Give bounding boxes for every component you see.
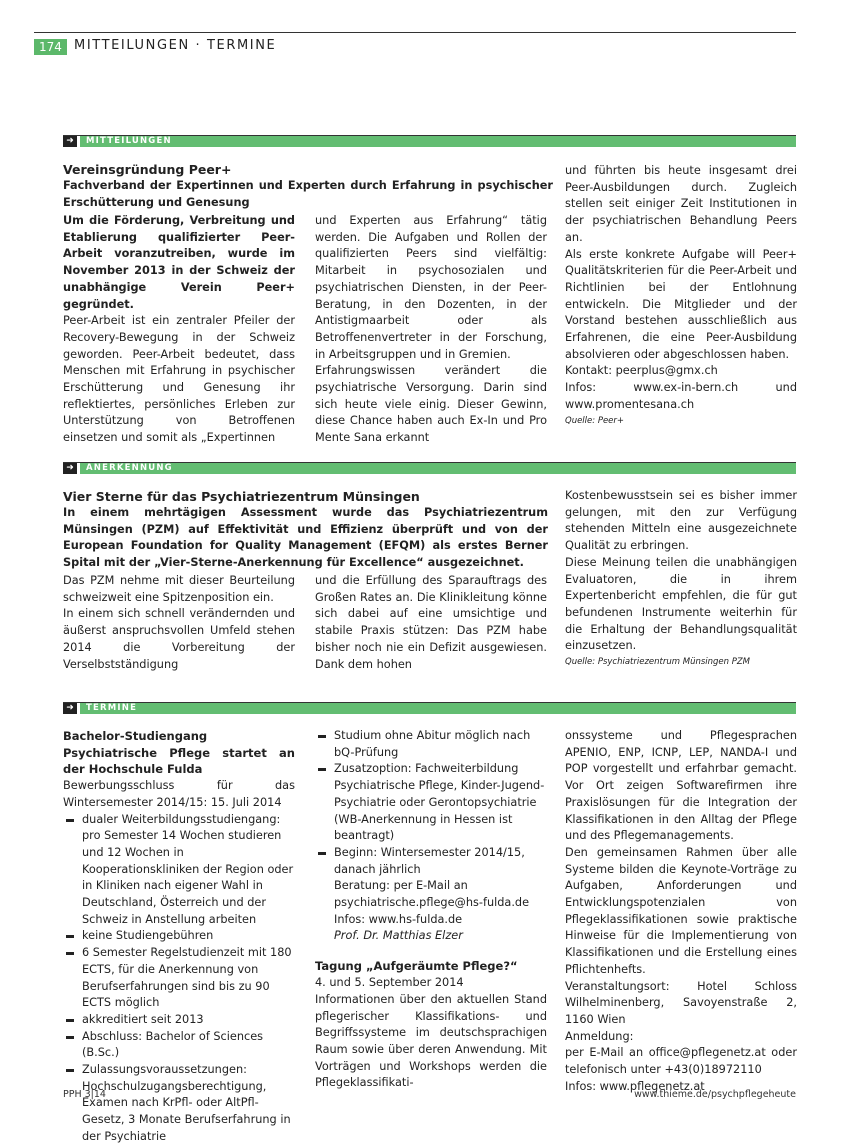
paragraph: Peer-Arbeit ist ein zentraler Pfeiler der Recovery-Bewegung in der Schweiz geworden. Peer-Arbeit bedeutet, dass Menschen mit Erfahrung in psychischer Erschütterung und Genesung ihr reflektiertes, persönliches Erleben zur Unterstützung von Betroffenen einsetzen und somit als „Expertinnen — [63, 314, 295, 445]
article-col-1 — [63, 573, 295, 673]
list-item: Zusatzoption: Fachweiterbildung Psychiatrische Pflege, Kinder-Jugend-Psychiatrie oder Gerontopsychiatrie (WB-Anerkennung in Hessen ist beantragt) — [315, 761, 547, 845]
source-note: Quelle: Peer+ — [565, 415, 625, 426]
article-col-3 — [565, 163, 797, 428]
paragraph: Als erste konkrete Aufgabe will Peer+ Qualitätskriterien für die Peer-Arbeit und Richtlinien bei der Entlohnung entwickeln. Die Mitglieder und der Vorstand bestehen ausschließlich aus Erfahrenen, die eine Peer-Ausbildung absolvieren oder abgeschlossen haben. — [565, 247, 797, 361]
event-col-2 — [315, 728, 547, 1092]
paragraph: Informationen über den aktuellen Stand pflegerischer Klassifikations- und Begriffssysteme im deutschsprachigen Raum sowie über deren Anwendung. Mit Vorträgen und Workshops werden die Pflegeklassifikati- — [315, 992, 547, 1090]
paragraph: und die Erfüllung des Sparauftrags des Großen Rates an. Die Klinikleitung könne sich dabei auf eine umsichtige und stabile Praxis stützen: Das PZM habe bisher noch nie ein Defizit ausgewiesen. Dank dem hohen — [315, 574, 547, 671]
registration-contact: per E-Mail an office@pflegenetz.at oder telefonisch unter +43(0)18972110 — [565, 1046, 797, 1077]
source-note: Quelle: Psychiatriezentrum Münsingen PZM — [565, 657, 751, 668]
paragraph: und führten bis heute insgesamt drei Peer-Ausbildungen durch. Zugleich stellen seit einiger Zeit Institutionen in der psychiatrischen Behandlung Peers an. — [565, 164, 797, 244]
paragraph: Den gemeinsamen Rahmen über alle Systeme bilden die Keynote-Vorträge zu Aufgaben, Anforderungen und Entwicklungspotenzialen von Pflegeklassifikationen sowie praktische Hinweise für die Implementierung von Klassifikationen und die Erstellung eines Pflichtenhefts. — [565, 845, 797, 976]
section-label: TERMINE — [80, 703, 796, 714]
article-head-peer — [63, 161, 553, 211]
paragraph: und Experten aus Erfahrung“ tätig werden. Die Aufgaben und Rollen der qualifizierten Peers sind vielfältig: Mitarbeit in psychosozialen und psychiatrischen Diensten, in der Peer-Beratung, in den Dozenten, in der Antistigmaarbeit oder als Betroffenenvertreter in der Forschung, in Arbeitsgruppen und in Gremien. — [315, 214, 547, 361]
footer-url: www.thieme.de/psychpflegeheute — [634, 1089, 796, 1100]
info-line: Infos: www.ex-in-bern.ch und www.promentesana.ch — [565, 381, 797, 411]
section-label: ANERKENNUNG — [80, 463, 796, 474]
event-title: Bachelor-Studiengang Psychiatrische Pflege startet an der Hochschule Fulda — [63, 729, 295, 777]
venue-line: Veranstaltungsort: Hotel Schloss Wilhelminenberg, Savoyenstraße 2, 1160 Wien — [565, 979, 797, 1026]
event-col-1 — [63, 728, 295, 1146]
list-item: dualer Weiterbildungsstudiengang: pro Semester 14 Wochen studieren und 12 Wochen in Kooperationskliniken der Region oder in Kliniken nach eigener Wahl in Deutschland, Österreich und der Schweiz in Anstellung arbeiten — [63, 812, 295, 929]
list-item: akkreditiert seit 2013 — [63, 1012, 295, 1029]
list-item: Beginn: Wintersemester 2014/15, danach jährlich — [315, 845, 547, 878]
event-col-3 — [565, 728, 797, 1095]
paragraph: Diese Meinung teilen die unabhängigen Evaluatoren, die in ihrem Expertenbericht empfehlen, die für gut befundenen Instrumente weiterhin für die Erhaltung der Behandlungsqualität einzusetzen. — [565, 555, 797, 653]
list-item: keine Studiengebühren — [63, 928, 295, 945]
article-col-3 — [565, 488, 797, 669]
registration-label: Anmeldung: — [565, 1029, 634, 1043]
event-contact — [315, 878, 547, 945]
arrow-right-icon: ➜ — [63, 463, 77, 474]
article-subtitle: Fachverband der Expertinnen und Experten durch Erfahrung in psychischer Erschütterung und Genesung — [63, 179, 553, 209]
section-band-mitteilungen — [63, 135, 796, 148]
article-title: Vereinsgründung Peer+ — [63, 162, 232, 177]
list-item: 6 Semester Regelstudienzeit mit 180 ECTS, für die Anerkennung von Berufserfahrungen sind bis zu 90 ECTS möglich — [63, 945, 295, 1012]
arrow-right-icon: ➜ — [63, 136, 77, 147]
section-band-anerkennung — [63, 462, 796, 475]
event-date: 4. und 5. September 2014 — [315, 976, 464, 990]
event-deadline: Bewerbungsschluss für das Wintersemester 2014/15: 15. Juli 2014 — [63, 779, 295, 809]
paragraph: Erfahrungswissen verändert die psychiatrische Versorgung. Darin sind sich heute viele einig. Dieser Gewinn, diese Chance haben auch Ex-In und Pro Mente Sana erkannt — [315, 364, 547, 445]
contact-email: psychiatrische.pflege@hs-fulda.de — [334, 896, 530, 910]
article-col-2 — [315, 213, 547, 447]
footer-issue: PPH 3|14 — [63, 1089, 106, 1100]
page-number: 174 — [34, 39, 67, 55]
running-title: MITTEILUNGEN · TERMINE — [74, 38, 277, 53]
article-head-pzm — [63, 488, 548, 572]
article-lead: In einem mehrtägigen Assessment wurde das Psychiatriezentrum Münsingen (PZM) auf Effektivität und Effizienz überprüft und von der European Foundation for Quality Management (EFQM) als erstes Berner Spital mit der „Vier-Sterne-Anerkennung für Excellence“ ausgezeichnet. — [63, 506, 548, 570]
paragraph: Kostenbewusstsein sei es bisher immer gelungen, mit den zur Verfügung stehenden Mitteln eine ausgezeichnete Qualität zu erbringen. — [565, 489, 797, 553]
paragraph: In einem sich schnell verändernden und äußerst anspruchsvollen Umfeld stehen 2014 die Vorbereitung der Verselbstständigung — [63, 607, 295, 671]
article-title: Vier Sterne für das Psychiatriezentrum Münsingen — [63, 489, 420, 504]
list-item: Zulassungsvoraussetzungen: Hochschulzugangsberechtigung, Examen nach KrPfl- oder AltPfl-Gesetz, 3 Monate Berufserfahrung in der Psychiatrie — [63, 1062, 295, 1146]
contact-line: Beratung: per E-Mail an — [334, 879, 468, 893]
paragraph: onssysteme und Pflegesprachen APENIO, ENP, ICNP, LEP, NANDA-I und POP vorgestellt und erfahrbar gemacht. Vor Ort zeigen Softwarefirmen ihre Praxislösungen für die Integration der Klassifikationen in den Alltag der Pflege und des Pflegemanagements. — [565, 729, 797, 843]
article-lead: Um die Förderung, Verbreitung und Etablierung qualifizierter Peer-Arbeit voranzutreiben, wurde im November 2013 in der Schweiz der unabhängige Verein Peer+ gegründet. — [63, 214, 295, 311]
paragraph: Das PZM nehme mit dieser Beurteilung schweizweit eine Spitzenposition ein. — [63, 574, 295, 604]
section-band-termine — [63, 702, 796, 715]
article-col-2 — [315, 573, 547, 673]
contact-person: Prof. Dr. Matthias Elzer — [334, 929, 463, 943]
contact-info: Infos: www.hs-fulda.de — [334, 912, 463, 926]
info-line: Infos: www.pflegenetz.at — [565, 1079, 705, 1093]
section-label: MITTEILUNGEN — [80, 136, 796, 147]
page-header — [34, 32, 796, 54]
event-title: Tagung „Aufgeräumte Pflege?“ — [315, 959, 518, 974]
list-item: Abschluss: Bachelor of Sciences (B.Sc.) — [63, 1029, 295, 1062]
arrow-right-icon: ➜ — [63, 703, 77, 714]
article-col-1 — [63, 213, 295, 447]
list-item: Studium ohne Abitur möglich nach bQ-Prüfung — [315, 728, 547, 761]
contact-line: Kontakt: peerplus@gmx.ch — [565, 364, 718, 378]
event-bullet-list — [315, 728, 547, 878]
